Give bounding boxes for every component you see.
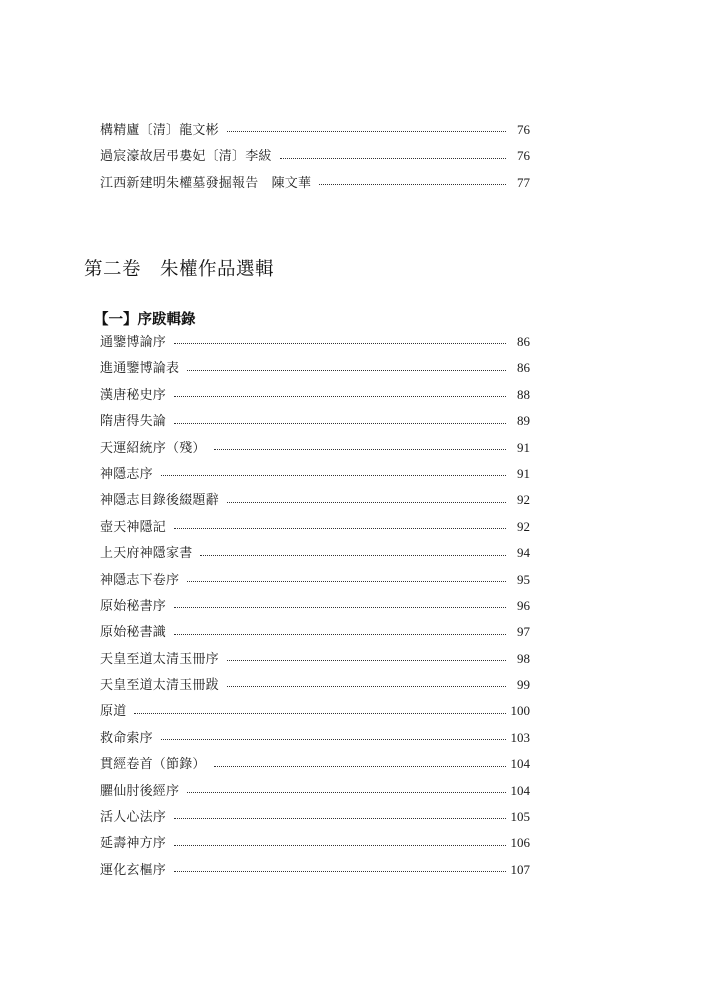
toc-entry[interactable] (100, 646, 530, 672)
toc-entry-title: 壺天神隱記 (100, 519, 167, 535)
toc-entry[interactable] (100, 567, 530, 593)
toc-entry-title: 通鑒博論序 (100, 335, 167, 350)
toc-section-entries (100, 329, 530, 883)
toc-top-entries (100, 117, 530, 196)
leader-dots (214, 449, 506, 450)
toc-entry-title: 上天府神隱家書 (100, 546, 193, 562)
section-title: 【一】序跋輯錄 (94, 312, 196, 328)
toc-entry-page: 100 (510, 703, 530, 719)
toc-entry[interactable] (100, 698, 530, 724)
toc-entry[interactable] (100, 778, 530, 804)
toc-entry-title: 神隱志序 (100, 466, 153, 482)
toc-entry[interactable] (100, 593, 530, 619)
toc-entry-page: 89 (517, 413, 530, 429)
toc-entry-title: 天運紹統序（殘） (100, 440, 206, 456)
toc-entry[interactable] (100, 540, 530, 566)
toc-entry[interactable] (100, 117, 530, 143)
toc-entry[interactable] (100, 514, 530, 540)
toc-entry-page: 91 (517, 439, 530, 455)
toc-entry-page: 94 (517, 545, 530, 561)
leader-dots (227, 131, 506, 132)
toc-entry-title: 原始秘書序 (100, 598, 167, 614)
toc-entry-page: 105 (510, 809, 530, 825)
toc-entry-title: 活人心法序 (100, 810, 167, 826)
leader-dots (200, 555, 506, 556)
leader-dots (174, 396, 506, 397)
toc-entry-title: 隋唐得失論 (100, 414, 167, 430)
leader-dots (174, 634, 506, 635)
leader-dots (134, 713, 506, 714)
toc-entry-title: 貫經卷首（節錄） (100, 757, 206, 773)
toc-entry[interactable] (100, 857, 530, 883)
toc-entry[interactable] (100, 751, 530, 777)
toc-entry-page: 99 (517, 677, 530, 693)
toc-entry[interactable] (100, 830, 530, 856)
leader-dots (174, 528, 506, 529)
toc-entry-title: 江西新建明朱權墓發掘報告 陳文華 (100, 175, 312, 191)
leader-dots (319, 184, 506, 185)
toc-entry[interactable] (100, 619, 530, 645)
toc-entry-page: 76 (517, 148, 530, 164)
leader-dots (214, 766, 506, 767)
leader-dots (174, 845, 506, 846)
toc-entry-page: 106 (510, 835, 530, 851)
toc-entry[interactable] (100, 408, 530, 434)
toc-entry-page: 77 (517, 174, 530, 190)
leader-dots (187, 792, 506, 793)
toc-entry-page: 98 (517, 650, 530, 666)
toc-entry-title: 運化玄樞序 (100, 862, 167, 878)
toc-entry[interactable] (100, 435, 530, 461)
toc-entry[interactable] (100, 725, 530, 751)
toc-entry[interactable] (100, 329, 530, 355)
toc-entry-title: 過宸濠故居弔婁妃〔清〕李紱 (100, 149, 272, 165)
leader-dots (174, 818, 506, 819)
toc-entry-page: 103 (510, 729, 530, 745)
toc-entry-page: 76 (517, 122, 530, 137)
leader-dots (187, 581, 506, 582)
leader-dots (280, 158, 506, 159)
toc-entry[interactable] (100, 672, 530, 698)
toc-entry[interactable] (100, 170, 530, 196)
toc-entry-page: 92 (517, 492, 530, 508)
toc-entry[interactable] (100, 382, 530, 408)
toc-entry[interactable] (100, 355, 530, 381)
toc-entry-title: 神隱志下卷序 (100, 572, 180, 588)
toc-entry-title: 進通鑒博論表 (100, 361, 180, 377)
toc-entry-title: 臞仙肘後經序 (100, 783, 180, 799)
leader-dots (227, 502, 506, 503)
toc-entry-page: 92 (517, 518, 530, 534)
toc-entry-page: 104 (510, 782, 530, 798)
toc-entry-title: 延壽神方序 (100, 836, 167, 852)
toc-entry-page: 86 (517, 334, 530, 349)
toc-entry[interactable] (100, 487, 530, 513)
leader-dots (161, 475, 506, 476)
toc-entry-page: 91 (517, 465, 530, 481)
toc-entry[interactable] (100, 143, 530, 169)
volume-title: 第二卷 朱權作品選輯 (84, 259, 275, 280)
toc-entry-page: 95 (517, 571, 530, 587)
toc-entry-title: 天皇至道太清玉冊跋 (100, 678, 219, 694)
toc-entry-page: 104 (510, 756, 530, 772)
leader-dots (227, 686, 506, 687)
leader-dots (187, 370, 506, 371)
leader-dots (174, 871, 506, 872)
leader-dots (174, 343, 506, 344)
toc-entry-title: 神隱志目錄後綴題辭 (100, 493, 219, 509)
toc-entry-title: 救命索序 (100, 730, 153, 746)
toc-entry-page: 107 (510, 861, 530, 877)
toc-entry-title: 構精廬〔清〕龍文彬 (100, 123, 219, 138)
leader-dots (227, 660, 506, 661)
leader-dots (161, 739, 506, 740)
leader-dots (174, 423, 506, 424)
toc-entry[interactable] (100, 804, 530, 830)
toc-entry[interactable] (100, 461, 530, 487)
toc-entry-title: 天皇至道太清玉冊序 (100, 651, 219, 667)
toc-entry-title: 原道 (100, 704, 127, 720)
toc-entry-page: 97 (517, 624, 530, 640)
toc-entry-title: 原始秘書識 (100, 625, 167, 641)
leader-dots (174, 607, 506, 608)
toc-entry-title: 漢唐秘史序 (100, 387, 167, 403)
toc-entry-page: 88 (517, 386, 530, 402)
toc-entry-page: 86 (517, 360, 530, 376)
toc-entry-page: 96 (517, 597, 530, 613)
